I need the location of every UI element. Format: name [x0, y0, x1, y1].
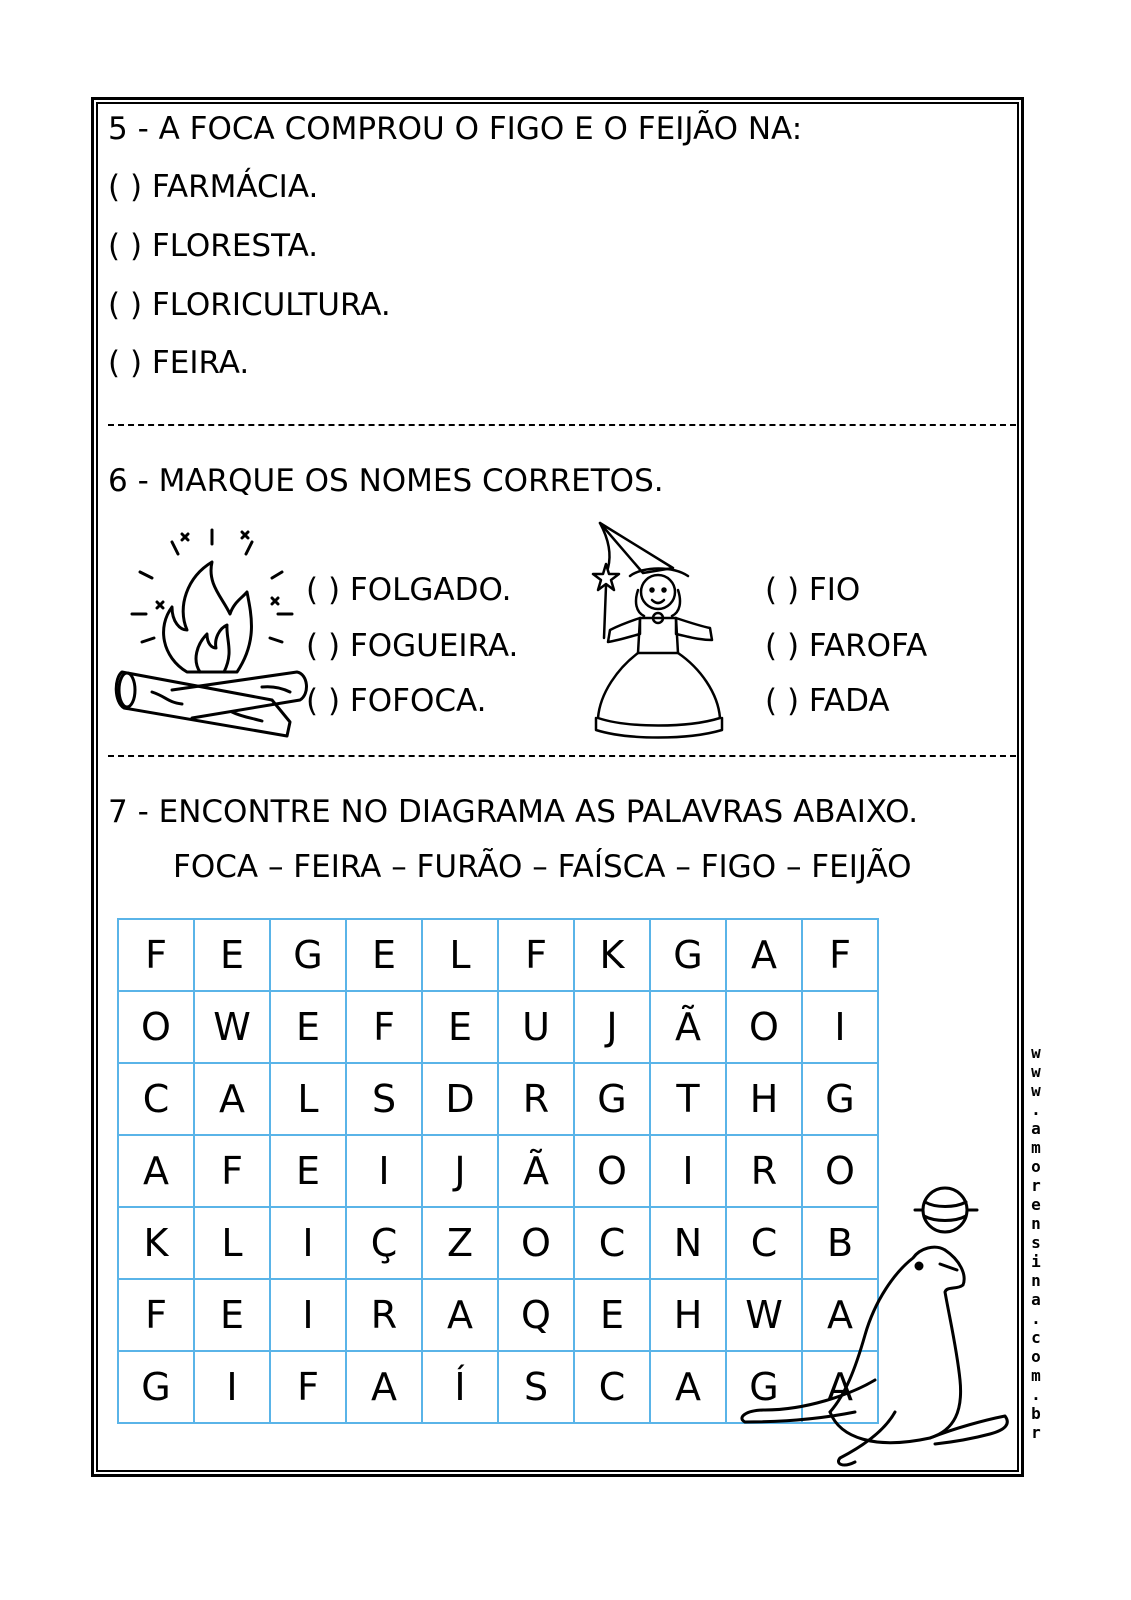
grid-cell[interactable]: A — [726, 919, 802, 991]
question-7-title: 7 - ENCONTRE NO DIAGRAMA AS PALAVRAS ABAIXO. — [108, 794, 919, 830]
grid-row — [118, 991, 878, 1063]
q6-option-fofoca[interactable]: ( ) FOFOCA. — [306, 683, 487, 719]
grid-cell[interactable]: F — [194, 1135, 270, 1207]
grid-cell[interactable]: U — [498, 991, 574, 1063]
website-url-char: a — [1031, 1119, 1041, 1138]
website-url — [1026, 1043, 1046, 1442]
grid-cell[interactable]: R — [346, 1279, 422, 1351]
grid-cell[interactable]: E — [422, 991, 498, 1063]
grid-cell[interactable]: I — [802, 991, 878, 1063]
grid-cell[interactable]: Ç — [346, 1207, 422, 1279]
grid-cell[interactable]: R — [498, 1063, 574, 1135]
grid-cell[interactable]: O — [802, 1135, 878, 1207]
website-url-char: n — [1031, 1214, 1041, 1233]
grid-cell[interactable]: F — [118, 919, 194, 991]
q6-option-folgado[interactable]: ( ) FOLGADO. — [306, 572, 512, 608]
campfire-illustration — [112, 522, 312, 742]
website-url-char: a — [1031, 1290, 1041, 1309]
grid-cell[interactable]: F — [270, 1351, 346, 1423]
website-url-char: . — [1031, 1309, 1041, 1328]
fairy-illustration — [588, 518, 748, 740]
grid-cell[interactable]: Í — [422, 1351, 498, 1423]
grid-cell[interactable]: T — [650, 1063, 726, 1135]
grid-cell[interactable]: G — [802, 1063, 878, 1135]
grid-cell[interactable]: Q — [498, 1279, 574, 1351]
grid-cell[interactable]: I — [270, 1207, 346, 1279]
website-url-char: w — [1031, 1062, 1041, 1081]
grid-cell[interactable]: J — [422, 1135, 498, 1207]
grid-cell[interactable]: Ã — [650, 991, 726, 1063]
grid-cell[interactable]: A — [650, 1351, 726, 1423]
website-url-char: . — [1031, 1385, 1041, 1404]
grid-cell[interactable]: R — [726, 1135, 802, 1207]
grid-cell[interactable]: I — [346, 1135, 422, 1207]
grid-cell[interactable]: A — [802, 1351, 878, 1423]
grid-cell[interactable]: Z — [422, 1207, 498, 1279]
grid-cell[interactable]: H — [726, 1063, 802, 1135]
website-url-char: o — [1031, 1157, 1041, 1176]
question-6-title: 6 - MARQUE OS NOMES CORRETOS. — [108, 463, 664, 499]
grid-cell[interactable]: L — [270, 1063, 346, 1135]
grid-cell[interactable]: K — [574, 919, 650, 991]
grid-cell[interactable]: S — [346, 1063, 422, 1135]
grid-cell[interactable]: S — [498, 1351, 574, 1423]
website-url-char: n — [1031, 1271, 1041, 1290]
grid-cell[interactable]: F — [346, 991, 422, 1063]
q5-option-floricultura[interactable]: ( ) FLORICULTURA. — [108, 287, 391, 323]
grid-cell[interactable]: G — [574, 1063, 650, 1135]
q5-option-floresta[interactable]: ( ) FLORESTA. — [108, 228, 319, 264]
divider-1 — [108, 424, 1016, 426]
grid-cell[interactable]: D — [422, 1063, 498, 1135]
website-url-char: m — [1031, 1138, 1041, 1157]
grid-cell[interactable]: I — [194, 1351, 270, 1423]
grid-cell[interactable]: A — [346, 1351, 422, 1423]
grid-cell[interactable]: H — [650, 1279, 726, 1351]
grid-cell[interactable]: A — [194, 1063, 270, 1135]
grid-row — [118, 1063, 878, 1135]
grid-cell[interactable]: E — [194, 1279, 270, 1351]
q5-option-farmacia[interactable]: ( ) FARMÁCIA. — [108, 169, 319, 205]
grid-cell[interactable]: F — [118, 1279, 194, 1351]
q6-option-fada[interactable]: ( ) FADA — [765, 683, 890, 719]
grid-cell[interactable]: G — [650, 919, 726, 991]
grid-cell[interactable]: A — [802, 1279, 878, 1351]
grid-cell[interactable]: F — [498, 919, 574, 991]
grid-cell[interactable]: E — [270, 991, 346, 1063]
grid-cell[interactable]: G — [270, 919, 346, 991]
grid-cell[interactable]: Ã — [498, 1135, 574, 1207]
grid-cell[interactable]: I — [270, 1279, 346, 1351]
grid-cell[interactable]: O — [118, 991, 194, 1063]
website-url-char: r — [1031, 1176, 1041, 1195]
grid-cell[interactable]: F — [802, 919, 878, 991]
website-url-char: . — [1031, 1100, 1041, 1119]
grid-cell[interactable]: O — [574, 1135, 650, 1207]
grid-cell[interactable]: K — [118, 1207, 194, 1279]
website-url-char: c — [1031, 1328, 1041, 1347]
website-url-char: e — [1031, 1195, 1041, 1214]
seal-illustration — [735, 1180, 1015, 1470]
website-url-char: i — [1031, 1252, 1041, 1271]
website-url-char: w — [1031, 1081, 1041, 1100]
q5-option-feira[interactable]: ( ) FEIRA. — [108, 345, 250, 381]
website-url-char: s — [1031, 1233, 1041, 1252]
grid-cell[interactable]: W — [194, 991, 270, 1063]
grid-cell[interactable]: J — [574, 991, 650, 1063]
grid-cell[interactable]: L — [422, 919, 498, 991]
grid-cell[interactable]: C — [574, 1351, 650, 1423]
grid-cell[interactable]: L — [194, 1207, 270, 1279]
grid-cell[interactable]: G — [118, 1351, 194, 1423]
grid-cell[interactable]: C — [574, 1207, 650, 1279]
question-5-title: 5 - A FOCA COMPROU O FIGO E O FEIJÃO NA: — [108, 111, 803, 147]
grid-cell[interactable]: E — [346, 919, 422, 991]
q6-option-farofa[interactable]: ( ) FAROFA — [765, 628, 928, 664]
q6-option-fogueira[interactable]: ( ) FOGUEIRA. — [306, 628, 519, 664]
website-url-char: b — [1031, 1404, 1041, 1423]
grid-cell[interactable]: E — [194, 919, 270, 991]
grid-cell[interactable]: A — [422, 1279, 498, 1351]
grid-cell[interactable]: I — [650, 1135, 726, 1207]
grid-cell[interactable]: B — [802, 1207, 878, 1279]
grid-cell[interactable]: W — [726, 1279, 802, 1351]
grid-cell[interactable]: C — [118, 1063, 194, 1135]
website-url-char: r — [1031, 1423, 1041, 1442]
divider-2 — [108, 755, 1016, 757]
grid-cell[interactable]: A — [118, 1135, 194, 1207]
website-url-char: w — [1031, 1043, 1041, 1062]
grid-cell[interactable]: E — [270, 1135, 346, 1207]
grid-cell[interactable]: N — [650, 1207, 726, 1279]
grid-cell[interactable]: E — [574, 1279, 650, 1351]
grid-cell[interactable]: O — [498, 1207, 574, 1279]
website-url-char: o — [1031, 1347, 1041, 1366]
word-list: FOCA – FEIRA – FURÃO – FAÍSCA – FIGO – FEIJÃO — [173, 849, 912, 885]
grid-row — [118, 919, 878, 991]
website-url-char: m — [1031, 1366, 1041, 1385]
grid-cell[interactable]: O — [726, 991, 802, 1063]
grid-cell[interactable]: G — [726, 1351, 802, 1423]
grid-cell[interactable]: C — [726, 1207, 802, 1279]
q6-option-fio[interactable]: ( ) FIO — [765, 572, 861, 608]
